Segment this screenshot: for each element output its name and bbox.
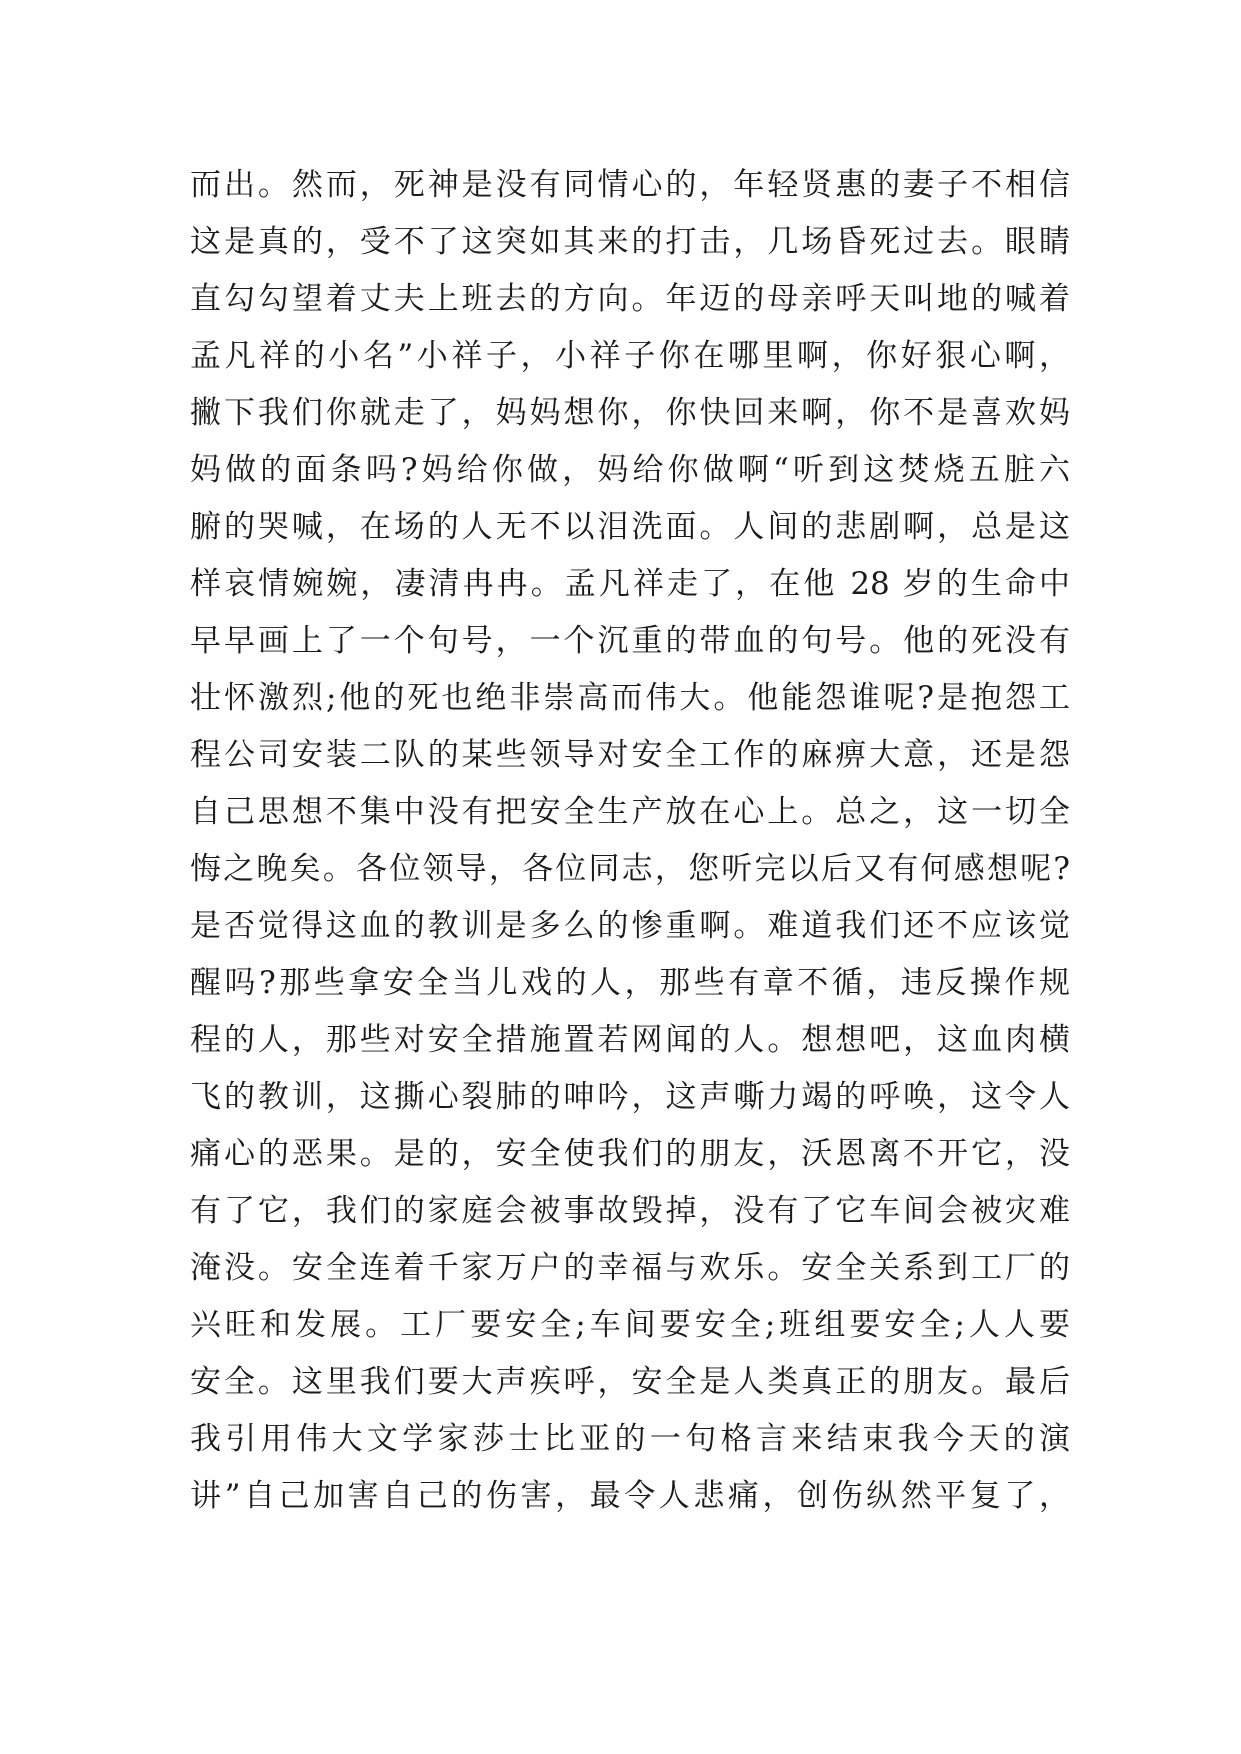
text-line: 痛心的恶果。是的，安全使我们的朋友，沃恩离不开它，没 bbox=[190, 1136, 1070, 1172]
text-line: 孟凡祥的小名”小祥子，小祥子你在哪里啊，你好狠心啊， bbox=[190, 338, 1070, 374]
text-line: 壮怀激烈;他的死也绝非崇高而伟大。他能怨谁呢?是抱怨工 bbox=[190, 680, 1070, 716]
text-line: 撇下我们你就走了，妈妈想你，你快回来啊，你不是喜欢妈 bbox=[190, 395, 1070, 431]
text-line: 直勾勾望着丈夫上班去的方向。年迈的母亲呼天叫地的喊着 bbox=[190, 281, 1070, 317]
text-line: 兴旺和发展。工厂要安全;车间要安全;班组要安全;人人要 bbox=[190, 1307, 1070, 1343]
text-line: 程公司安装二队的某些领导对安全工作的麻痹大意，还是怨 bbox=[190, 737, 1070, 773]
text-line: 早早画上了一个句号，一个沉重的带血的句号。他的死没有 bbox=[190, 623, 1070, 659]
text-line: 我引用伟大文学家莎士比亚的一句格言来结束我今天的演 bbox=[190, 1421, 1070, 1457]
text-line: 程的人，那些对安全措施置若网闻的人。想想吧，这血肉横 bbox=[190, 1022, 1070, 1058]
text-line: 腑的哭喊，在场的人无不以泪洗面。人间的悲剧啊，总是这 bbox=[190, 509, 1070, 545]
text-line: 自己思想不集中没有把安全生产放在心上。总之，这一切全 bbox=[190, 794, 1070, 830]
body-text bbox=[190, 157, 1070, 1525]
text-line: 这是真的，受不了这突如其来的打击，几场昏死过去。眼睛 bbox=[190, 224, 1070, 260]
text-line: 淹没。安全连着千家万户的幸福与欢乐。安全关系到工厂的 bbox=[190, 1250, 1070, 1286]
text-line: 样哀情婉婉，凄清冉冉。孟凡祥走了，在他 28 岁的生命中 bbox=[190, 566, 1070, 602]
text-line: 飞的教训，这撕心裂肺的呻吟，这声嘶力竭的呼唤，这令人 bbox=[190, 1079, 1070, 1115]
text-line: 讲”自己加害自己的伤害，最令人悲痛，创伤纵然平复了， bbox=[190, 1478, 1070, 1514]
text-line: 醒吗?那些拿安全当儿戏的人，那些有章不循，违反操作规 bbox=[190, 965, 1070, 1001]
text-line: 是否觉得这血的教训是多么的惨重啊。难道我们还不应该觉 bbox=[190, 908, 1070, 944]
text-line: 妈做的面条吗?妈给你做，妈给你做啊“听到这焚烧五脏六 bbox=[190, 452, 1070, 488]
text-line: 有了它，我们的家庭会被事故毁掉，没有了它车间会被灾难 bbox=[190, 1193, 1070, 1229]
text-line: 安全。这里我们要大声疾呼，安全是人类真正的朋友。最后 bbox=[190, 1364, 1070, 1400]
text-line: 悔之晚矣。各位领导，各位同志，您听完以后又有何感想呢? bbox=[190, 851, 1070, 887]
text-line: 而出。然而，死神是没有同情心的，年轻贤惠的妻子不相信 bbox=[190, 167, 1070, 203]
